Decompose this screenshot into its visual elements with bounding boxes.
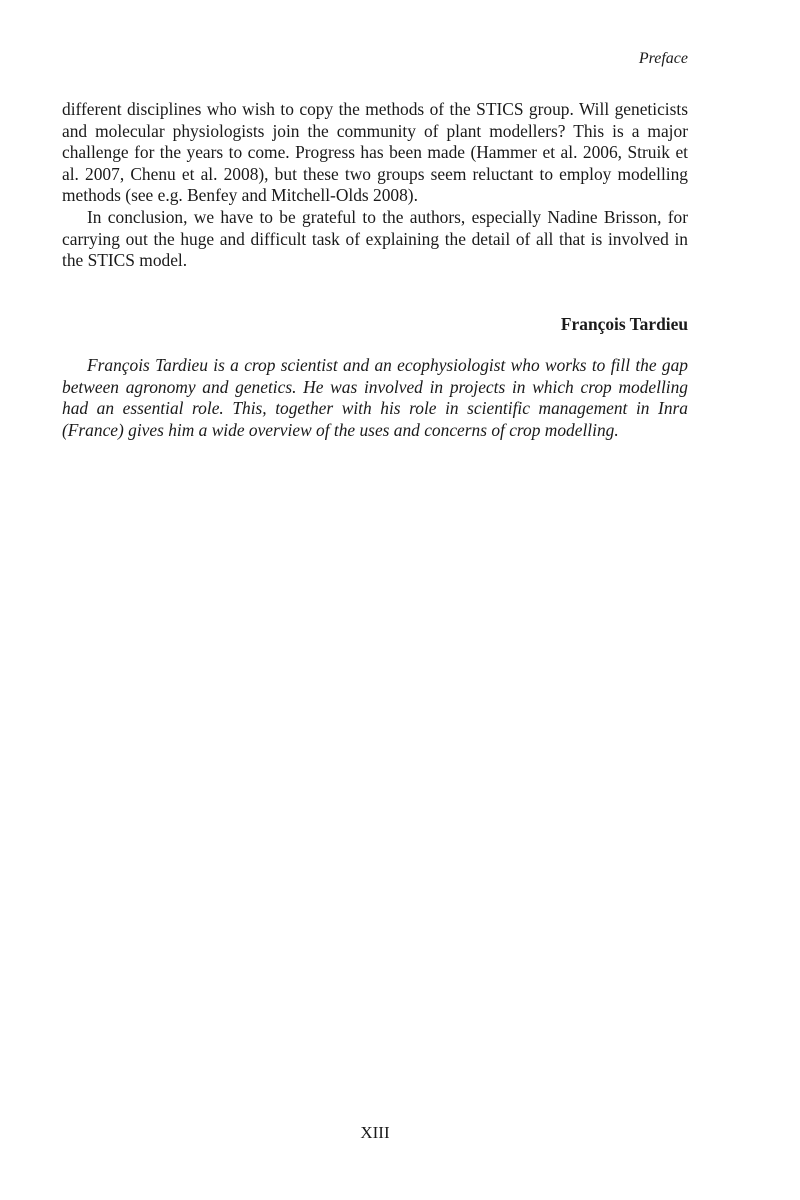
preface-body [62,99,688,272]
body-paragraph: In conclusion, we have to be grateful to the authors, especially Nadine Brisson, for carrying out the huge and difficult task of explaining the detail of all that is involved in the STICS model. [62,206,688,271]
body-paragraph: different disciplines who wish to copy the methods of the STICS group. Will geneticists and molecular physiologists join the community of plant modellers? This is a major challenge for the years to come. Progress has been made (Hammer et al. 2006, Struik et al. 2007, Chenu et al. 2008), but these two groups seem reluctant to employ modelling methods (see e.g. Benfey and Mitchell-Olds 2008). [62,99,688,206]
author-signature: François Tardieu [560,314,688,334]
author-bio [62,355,688,441]
page-number: XIII [360,1123,390,1142]
author-bio-text: François Tardieu is a crop scientist and an ecophysiologist who works to fill the gap between agronomy and genetics. He was involved in projects in which crop modelling had an essential role. This, together with his role in scientific management in Inra (France) gives him a wide overview of the uses and concerns of crop modelling. [62,355,688,440]
running-head-title: Preface [638,50,688,67]
